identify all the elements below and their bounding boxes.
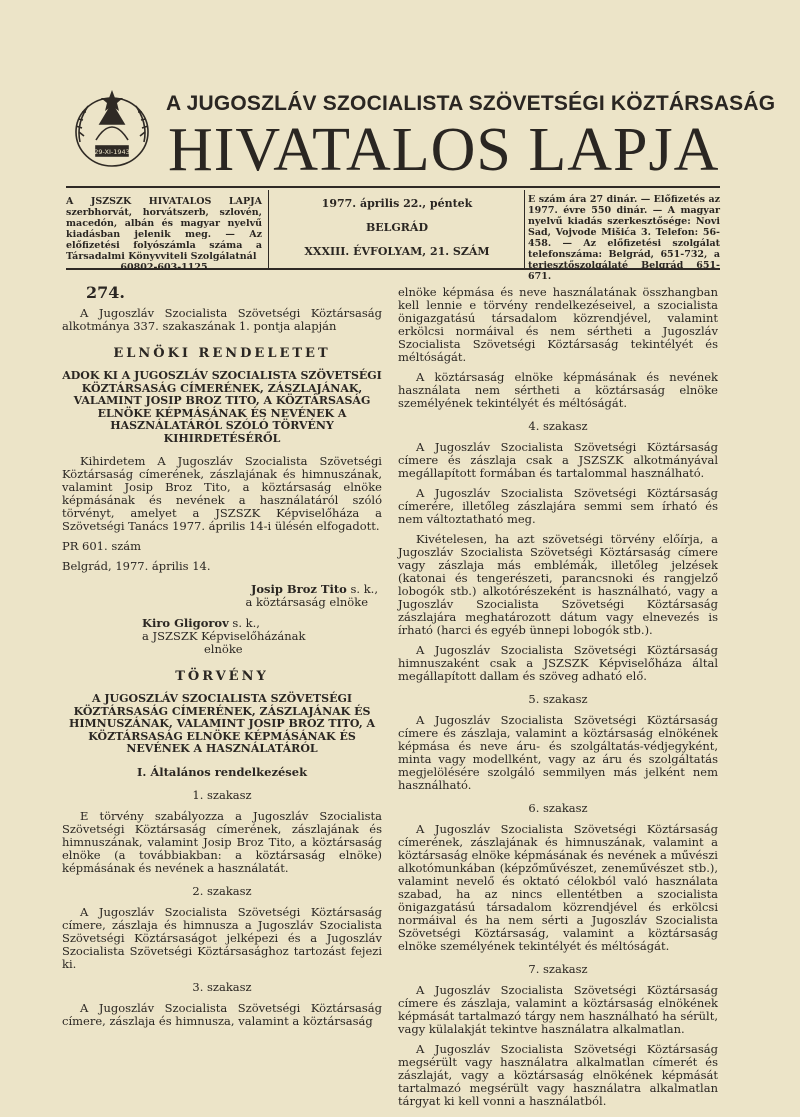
header-issue-info: [272, 198, 522, 270]
emblem-date-text: 29-XI-1943: [94, 148, 130, 156]
right-column: [398, 286, 718, 1115]
issue-date: 1977. április 22., péntek: [321, 197, 473, 210]
section-heading: 3. szakasz: [192, 979, 252, 994]
signatory-role: a köztársaság elnöke: [245, 595, 368, 609]
section-text: A Jugoszláv Szocialista Szövetségi Köztársaság címerének, zászlajának és himnuszának, valamint a köztársaság elnöke képmásának és nevének a művészi alkotómunkában (képzőművészet, zeneművészet stb.), valamint nevelő és oktató célokból való használata szabad, ha az nincs ellentétben a szocialista önigazgatású társadalom közrendjével és erkölcsi normáival és ha nem sérti a Jugoszláv Szocialista Szövetségi Köztársaság, valamint a köztársaság elnöke személyének tekintélyét és méltóságát.: [398, 822, 718, 953]
masthead-title: HIVATALOS LAPJA: [168, 116, 720, 184]
decree-proclamation: Kihirdetem A Jugoszláv Szocialista Szövetségi Köztársaság címerének, zászlajának és himnuszának, valamint Josip Broz Tito, a köztársaság elnöke képmásának és nevének a használatáról szóló törvényt, amelyet a JSZSZK Képviselőháza a Szövetségi Tanács 1977. április 14-i ülésén elfogadott.: [62, 454, 382, 533]
header-top-rule: [66, 186, 720, 188]
section-heading: 4. szakasz: [528, 419, 588, 433]
account-number: 60802-603-1125: [120, 262, 208, 273]
section-text: A Jugoszláv Szocialista Szövetségi Köztársaság címere és zászlaja csak a JSZSZK alkotmányával megállapított formában és tartalommal használható.: [398, 440, 718, 480]
law-title: TÖRVÉNY: [175, 669, 269, 684]
section-heading: 5. szakasz: [528, 692, 588, 706]
section-heading: 7. szakasz: [528, 962, 588, 976]
decree-heading: ADOK KI A JUGOSZLÁV SZOCIALISTA SZÖVETSÉGI KÖZTÁRSASÁG CÍMERÉNEK, ZÁSZLAJÁNAK, VALAMINT JOSIP BROZ TITO, A KÖZTÁRSASÁG ELNÖKE KÉPMÁSÁNAK ÉS NEVÉNEK A HASZNÁLATÁRÓL SZÓLÓ TÖRVÉNY KIHIRDETÉSÉRŐL: [62, 369, 382, 445]
edition-info: A JSZSZK HIVATALOS LAPJA szerbhorvát, horvátszerb, szlovén, macedón, albán és magyar nyelvű kiadásban jelenik meg. — Az előfizetési folyószámla száma a Társadalmi Könyvviteli Szolgálatnál: [66, 196, 262, 262]
pr-date: Belgrád, 1977. április 14.: [62, 559, 211, 573]
signatory-role: a JSZSZK Képviselőházának: [142, 629, 306, 643]
issue-place: BELGRÁD: [365, 221, 429, 234]
section-text: A Jugoszláv Szocialista Szövetségi Köztársaság címere, zászlaja és himnusza, valamint a köztársaság: [62, 1000, 382, 1028]
part-heading: I. Általános rendelkezések: [136, 764, 308, 779]
section-heading: 6. szakasz: [528, 801, 588, 815]
pr-number: PR 601. szám: [62, 539, 142, 553]
header-divider-left: [268, 190, 269, 268]
section-text: A Jugoszláv Szocialista Szövetségi Köztársaság himnuszaként csak a JSZSZK Képviselőháza által megállapított dallam és szöveg adható elő.: [398, 643, 718, 683]
section-text: A Jugoszláv Szocialista Szövetségi Köztársaság címerére, illetőleg zászlajára semmi sem írható és nem változtatható meg.: [398, 486, 718, 526]
section-heading: 2. szakasz: [192, 883, 252, 898]
section-text: A Jugoszláv Szocialista Szövetségi Köztársaság címere és zászlaja, valamint a köztársaság elnökének képmása és neve áru- és szolgáltatás-védjegyként, minta vagy modellként, vagy az áru és szolgáltatás megjelölésére szolgáló semmilyen más jelként nem használható.: [398, 713, 718, 792]
section-text: A Jugoszláv Szocialista Szövetségi Köztársaság megsérült vagy használatra alkalmatlan címerét és zászlaját, vagy a köztársaság elnökének képmását tartalmazó megsérült vagy használatra alkalmatlan tárgyat ki kell vonni a használatból.: [398, 1042, 718, 1108]
signatory-role: elnöke: [204, 642, 243, 656]
law-heading: A JUGOSZLÁV SZOCIALISTA SZÖVETSÉGI KÖZTÁRSASÁG CÍMERÉNEK, ZÁSZLAJÁNAK ÉS HIMNUSZÁNAK, VALAMINT JOSIP BROZ TITO, A KÖZTÁRSASÁG ELNÖKE KÉPMÁSÁNAK ÉS NEVÉNEK A HASZNÁLATÁRÓL: [68, 692, 376, 755]
header-right-info: E szám ára 27 dinár. — Előfizetés az 1977. évre 550 dinár. — A magyar nyelvű kiadás szerkesztősége: Novi Sad, Vojvode Mišića 3. Telefon: 56-458. — Az előfizetési szolgálat telefonszáma: Belgrád, 651-732, a terjesztőszolgálaté Belgrád 651-671.: [528, 194, 720, 282]
section-text: elnöke képmása és neve használatának összhangban kell lennie e törvény rendelkezéseivel, a szocialista önigazgatású társadalom közrendjével, valamint erkölcsi normáival és nem sértheti a Jugoszláv Szocialista Szövetségi Köztársaság tekintélyét és méltóságát.: [398, 285, 718, 364]
decree-title: ELNÖKI RENDELETET: [113, 346, 331, 361]
signature-speaker: Kiro Gligorov s. k., a JSZSZK Képviselőházának elnöke: [62, 617, 382, 656]
section-text: Kivételesen, ha azt szövetségi törvény előírja, a Jugoszláv Szocialista Szövetségi Köztársaság címere vagy zászlaja más emblémák, illetőleg jelzések (katonai és tengerészeti, parancsnoki és rangjelző lobogók stb.) alkotórészeként is használható, vagy a Jugoszláv Szocialista Szövetségi Köztársaság zászlajára meghatározott dátum vagy elnevezés is írható (harci és egyéb ünnepi lobogók stb.).: [398, 532, 718, 637]
signature-president: Josip Broz Tito s. k., a köztársaság elnöke: [62, 583, 382, 609]
masthead-subtitle: A JUGOSZLÁV SZOCIALISTA SZÖVETSÉGI KÖZTÁRSASÁG: [166, 92, 776, 115]
signatory-name: Josip Broz Tito: [250, 582, 347, 596]
decree-number: 274.: [86, 283, 125, 302]
section-text: A Jugoszláv Szocialista Szövetségi Köztársaság címere és zászlaja, valamint a köztársaság elnökének képmását tartalmazó tárgy nem használható ha sérült, vagy külalakját tekintve használatra alkalmatlan.: [398, 983, 718, 1036]
header-left-info: [66, 196, 262, 273]
signatory-name: Kiro Gligorov: [142, 616, 229, 630]
section-text: A köztársaság elnöke képmásának és nevének használata nem sértheti a köztársaság elnöke személyének tekintélyét és méltóságát.: [398, 370, 718, 410]
section-heading: 1. szakasz: [192, 787, 252, 802]
yugoslav-emblem-icon: [66, 84, 158, 176]
section-text: A Jugoszláv Szocialista Szövetségi Köztársaság címere, zászlaja és himnusza a Jugoszláv Szocialista Szövetségi Köztársaságot jelképezi és a Jugoszláv Szocialista Szövetségi Köztársasághoz tartozást fejezi ki.: [62, 904, 382, 971]
issue-number: XXXIII. ÉVFOLYAM, 21. SZÁM: [304, 245, 490, 258]
left-column: [62, 283, 382, 1035]
decree-intro: A Jugoszláv Szocialista Szövetségi Köztársaság alkotmánya 337. szakaszának 1. pontja alapján: [62, 306, 382, 333]
header-divider-right: [524, 190, 525, 268]
section-text: E törvény szabályozza a Jugoszláv Szocialista Szövetségi Köztársaság címerének, zászlajának és himnuszának, valamint Josip Broz Tito, a köztársaság elnöke (a továbbiakban: a köztársaság elnöke) képmásának és nevének a használatát.: [62, 808, 382, 875]
